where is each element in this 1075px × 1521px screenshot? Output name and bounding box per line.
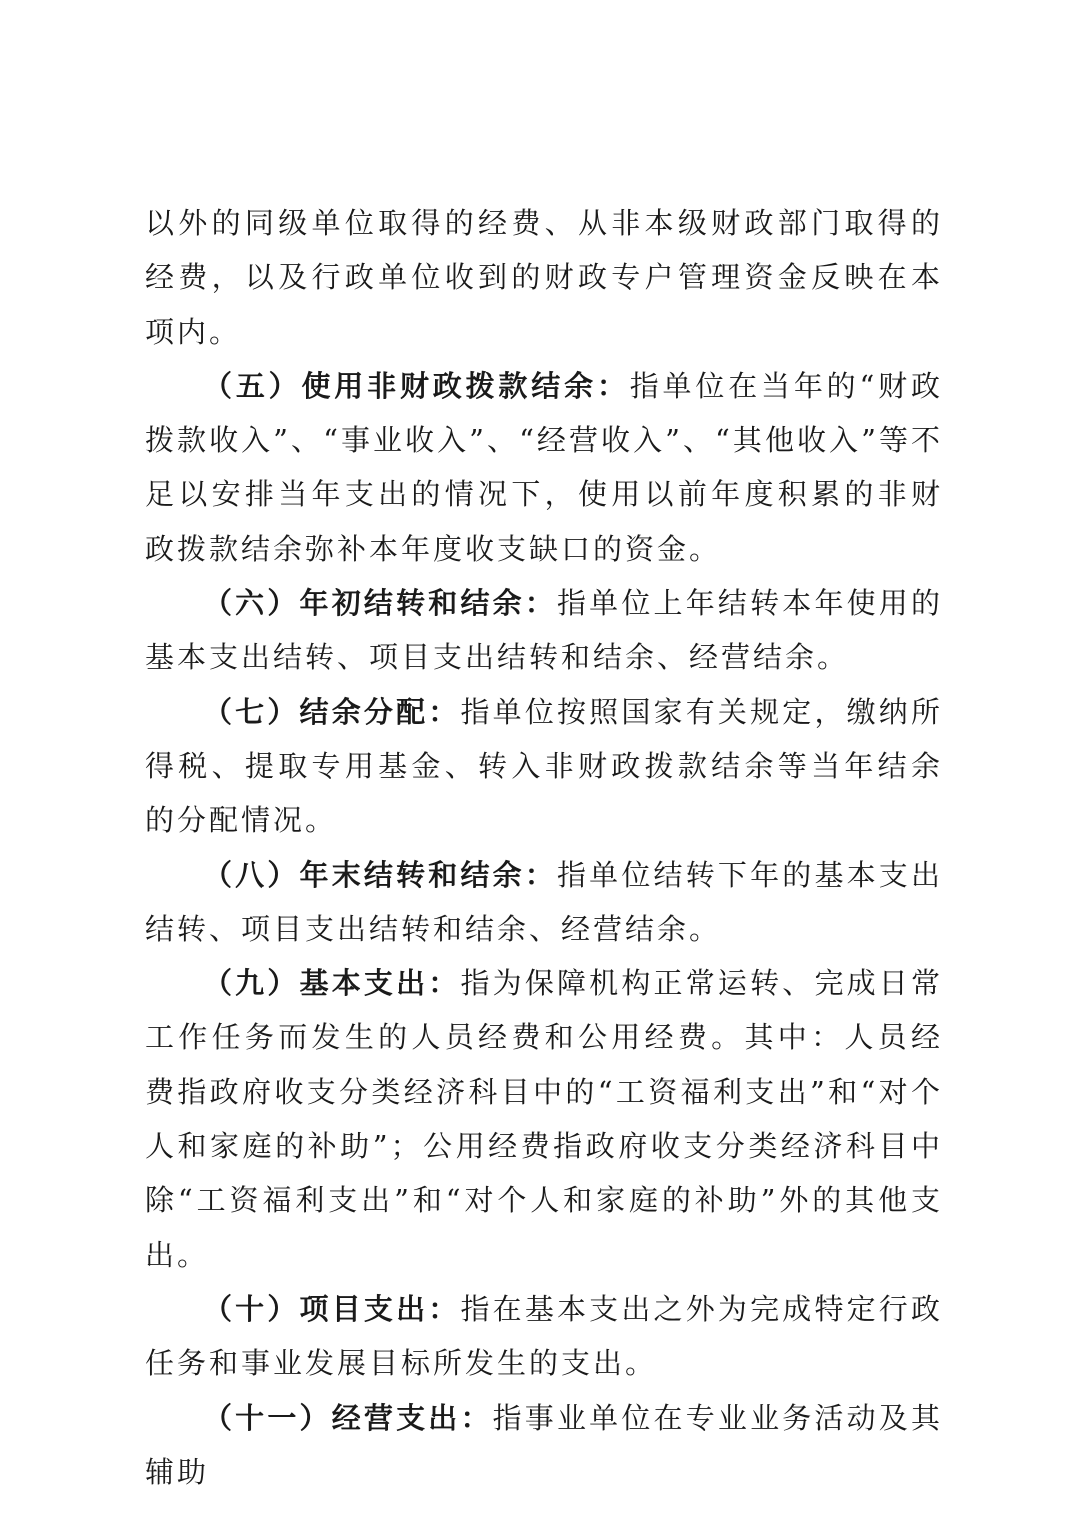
paragraph-text: 指为保障机构正常运转、完成日常工作任务而发生的人员经费和公用经费。其中：人员经费指政府收支分类经济科目中的“工资福利支出”和“对个人和家庭的补助”；公用经费指政府收支分类经济科目中除“工资福利支出”和“对个人和家庭的补助”外的其他支出。 [145,966,943,1272]
paragraph-text: 以外的同级单位取得的经费、从非本级财政部门取得的经费，以及行政单位收到的财政专户管理资金反映在本项内。 [145,206,943,349]
paragraph-text: 指在基本支出之外为完成特定行政任务和事业发展目标所发生的支出。 [145,1291,943,1381]
paragraph-11 [145,1391,943,1500]
paragraph-term: （九）基本支出： [203,966,461,1001]
paragraph-8 [145,848,943,957]
paragraph-continuation [145,196,943,359]
paragraph-5 [145,359,943,576]
paragraph-7 [145,685,943,848]
paragraph-text: 指单位结转下年的基本支出结转、项目支出结转和结余、经营结余。 [145,857,943,946]
paragraph-text: 指单位在当年的“财政拨款收入”、“事业收入”、“经营收入”、“其他收入”等不足以安排当年支出的情况下，使用以前年度积累的非财政拨款结余弥补本年度收支缺口的资金。 [145,368,943,566]
paragraph-10 [145,1282,943,1391]
paragraph-6 [145,576,943,685]
paragraph-term: （十一）经营支出： [203,1400,493,1435]
paragraph-term: （十）项目支出： [203,1291,461,1326]
paragraph-term: （七）结余分配： [203,694,461,729]
paragraph-term: （八）年末结转和结余： [203,857,557,892]
document-page [145,196,943,1499]
paragraph-9 [145,956,943,1282]
paragraph-text: 指单位按照国家有关规定，缴纳所得税、提取专用基金、转入非财政拨款结余等当年结余的分配情况。 [145,694,943,838]
paragraph-term: （六）年初结转和结余： [203,586,557,621]
paragraph-text: 指事业单位在专业业务活动及其辅助 [145,1400,943,1489]
paragraph-text: 指单位上年结转本年使用的基本支出结转、项目支出结转和结余、经营结余。 [145,586,943,675]
paragraph-term: （五）使用非财政拨款结余： [203,368,630,403]
